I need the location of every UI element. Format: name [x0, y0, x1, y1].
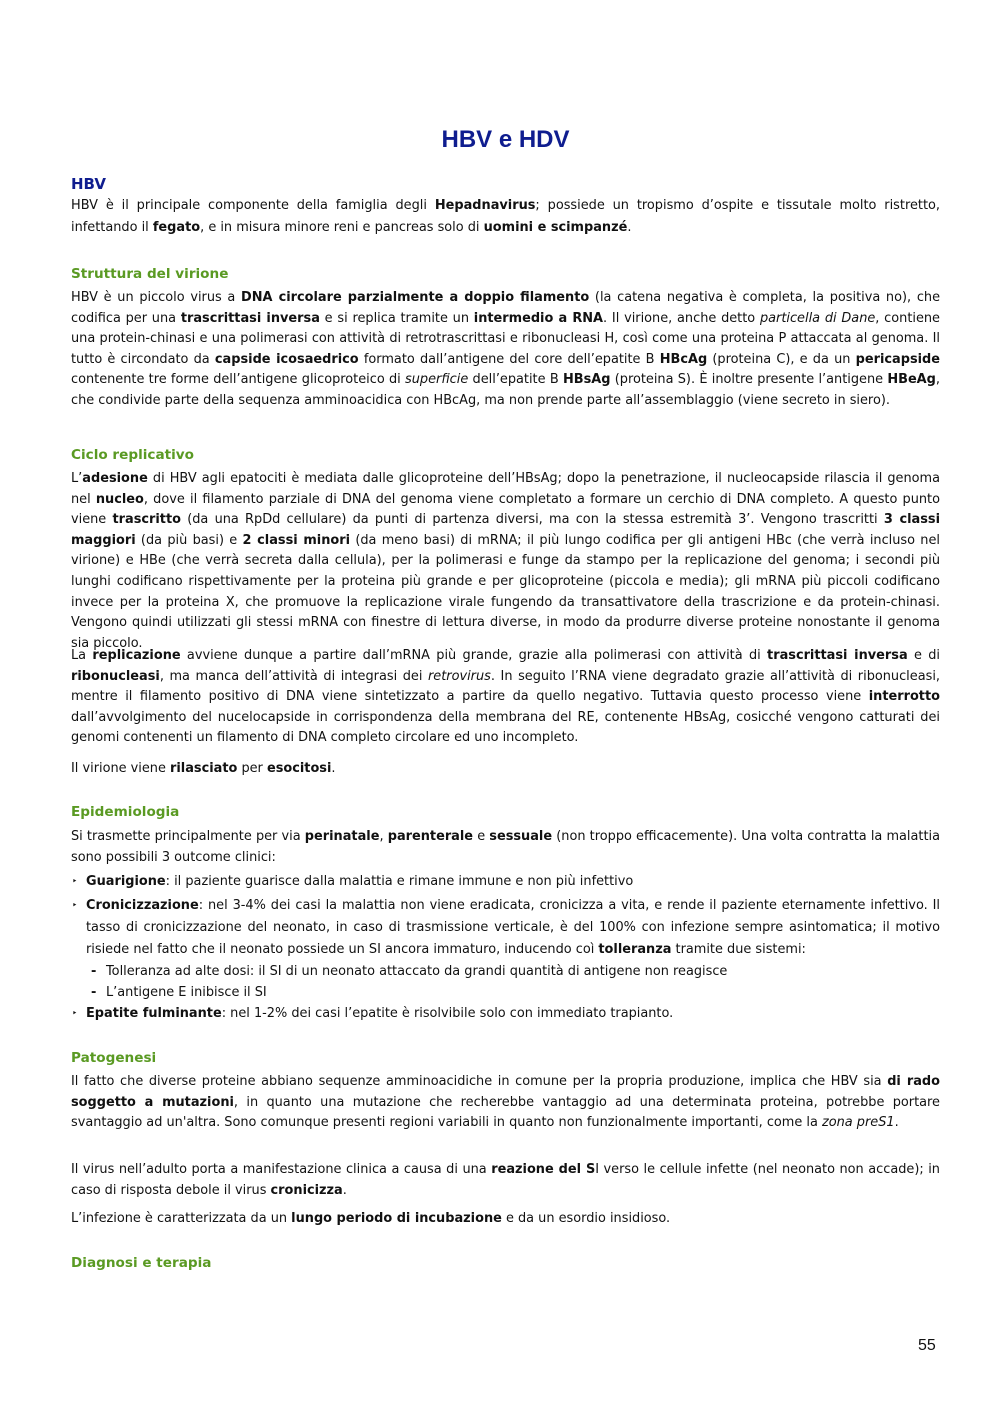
intro-paragraph: HBV è il principale componente della famiglia degli Hepadnavirus; possiede un tropismo d’ospite e tissutale molto ristretto, infettando il fegato, e in misura minore reni e pancreas solo di uomini e scimpanzé.	[71, 198, 940, 236]
ciclo-paragraph-1: L’adesione di HBV agli epatociti è mediata dalle glicoproteine dell’HBsAg; dopo la penetrazione, il nucleocapside rilascia il genoma nel nucleo, dove il filamento parziale di DNA del genoma viene completato a formare un cerchio di DNA completo. A questo punto viene trascritto (da una RpDd cellulare) da punti di partenza diversi, ma con la stessa estremità 3’. Vengono trascritti 3 classi maggiori (da più basi) e 2 classi minori (da meno basi) di mRNA; il più lungo codifica per gli antigeni HBc (che verrà incluso nel virione) e HBe (che verrà secreta dalla cellula), per la polimerasi e funge da stampo per la replicazione del genoma; i secondi più lunghi codificano rispettivamente per la proteina più grande e per glicoproteine (piccola e media); gli mRNA più piccoli codificano invece per la proteina X, che promuove la replicazione virale fungendo da transattivatore della trascrizione e da protein-chinasi. Vengono quindi utilizzati gli stessi mRNA con finestre di lettura diverse, in modo da produrre diverse proteine nonostante il genoma sia piccolo.	[71, 471, 941, 651]
sub-list-item: - Tolleranza ad alte dosi: il SI di un neonato attaccato da grandi quantità di antigene non reagisce	[86, 961, 940, 982]
bullet-icon: ‣	[72, 901, 78, 911]
page-number: 55	[918, 1337, 936, 1354]
patogenesi-paragraph-2: Il virus nell’adulto porta a manifestazione clinica a causa di una reazione del SI verso le cellule infette (nel neonato non accade); in caso di risposta debole il virus cronicizza.	[71, 1162, 940, 1198]
outcome-list	[71, 871, 940, 1025]
patogenesi-paragraph-1: Il fatto che diverse proteine abbiano sequenze amminoacidiche in comune per la propria produzione, implica che HBV sia di rado soggetto a mutazioni, in quanto una mutazione che recherebbe vantaggio ad una determinata proteina, potrebbe portare svantaggio ad un'altra. Sono comunque presenti regioni variabili in quanto non funzionalmente importanti, come la zona preS1.	[71, 1074, 941, 1131]
dash-icon: -	[91, 985, 97, 1000]
page-title: HBV e HDV	[441, 126, 570, 153]
section-heading-patogenesi: Patogenesi	[71, 1050, 157, 1066]
ciclo-paragraph-3: Il virione viene rilasciato per esocitosi.	[71, 761, 336, 776]
list-item: ‣ Guarigione: il paziente guarisce dalla malattia e rimane immune e non più infettivo	[71, 871, 940, 893]
patogenesi-paragraph-3: L’infezione è caratterizzata da un lungo periodo di incubazione e da un esordio insidioso.	[71, 1211, 671, 1226]
sub-list-item: - L’antigene E inibisce il SI	[86, 982, 940, 1003]
tolerance-sublist	[86, 961, 940, 1003]
section-heading-diagnosi: Diagnosi e terapia	[71, 1255, 212, 1271]
dash-icon: -	[91, 964, 97, 979]
section-heading-ciclo: Ciclo replicativo	[71, 447, 194, 463]
struttura-paragraph: HBV è un piccolo virus a DNA circolare parzialmente a doppio filamento (la catena negativa è completa, la positiva no), che codifica per una trascrittasi inversa e si replica tramite un intermedio a RNA. Il virione, anche detto particella di Dane, contiene una protein-chinasi e una polimerasi con attività di retrotrascrittasi e ribonucleasi H, così come una proteina P attaccata al genoma. Il tutto è circondato da capside icosaedrico formato dall’antigene del core dell’epatite B HBcAg (proteina C), e da un pericapside contenente tre forme dell’antigene glicoproteico di superficie dell’epatite B HBsAg (proteina S). È inoltre presente l’antigene HBeAg, che condivide parte della sequenza amminoacidica con HBcAg, ma non prende parte all’assemblaggio (viene secreto in siero).	[71, 290, 941, 408]
list-item: ‣ Cronicizzazione: nel 3-4% dei casi la malattia non viene eradicata, cronicizza a vita, e rende il paziente eternamente infettivo. Il tasso di cronicizzazione del neonato, in caso di trasmissione verticale, è del 100% con infezione sempre asintomatica; il motivo risiede nel fatto che il neonato possiede un SI ancora immaturo, inducendo coì tolleranza tramite due sistemi: - Tolleranza ad alte dosi: il SI di un neonato attaccato da grandi quantità di antigene non reagisce - L’antigene E inibisce il SI	[71, 895, 940, 1003]
section-heading-struttura: Struttura del virione	[71, 266, 229, 282]
section-heading-hbv: HBV	[71, 175, 106, 193]
ciclo-paragraph-2: La replicazione avviene dunque a partire dall’mRNA più grande, grazie alla polimerasi con attività di trascrittasi inversa e di ribonucleasi, ma manca dell’attività di integrasi dei retrovirus. In seguito l’RNA viene degradato grazie all’attività di ribonucleasi, mentre il filamento positivo di DNA viene sintetizzato a partire da quello negativo. Tuttavia questo processo viene interrotto dall’avvolgimento del nucelocapside in corrispondenza della membrana del RE, contenente HBsAg, cosicché vengono catturati dei genomi contenenti un filamento di DNA completo circolare ed uno incompleto.	[71, 648, 940, 746]
section-heading-epidemiologia: Epidemiologia	[71, 804, 180, 820]
epidemiologia-paragraph: Si trasmette principalmente per via perinatale, parenterale e sessuale (non troppo efficacemente). Una volta contratta la malattia sono possibili 3 outcome clinici:	[71, 829, 940, 865]
bullet-icon: ‣	[72, 877, 78, 887]
bullet-icon: ‣	[72, 1009, 78, 1019]
list-item: ‣ Epatite fulminante: nel 1-2% dei casi l’epatite è risolvibile solo con immediato trapianto.	[71, 1003, 940, 1025]
